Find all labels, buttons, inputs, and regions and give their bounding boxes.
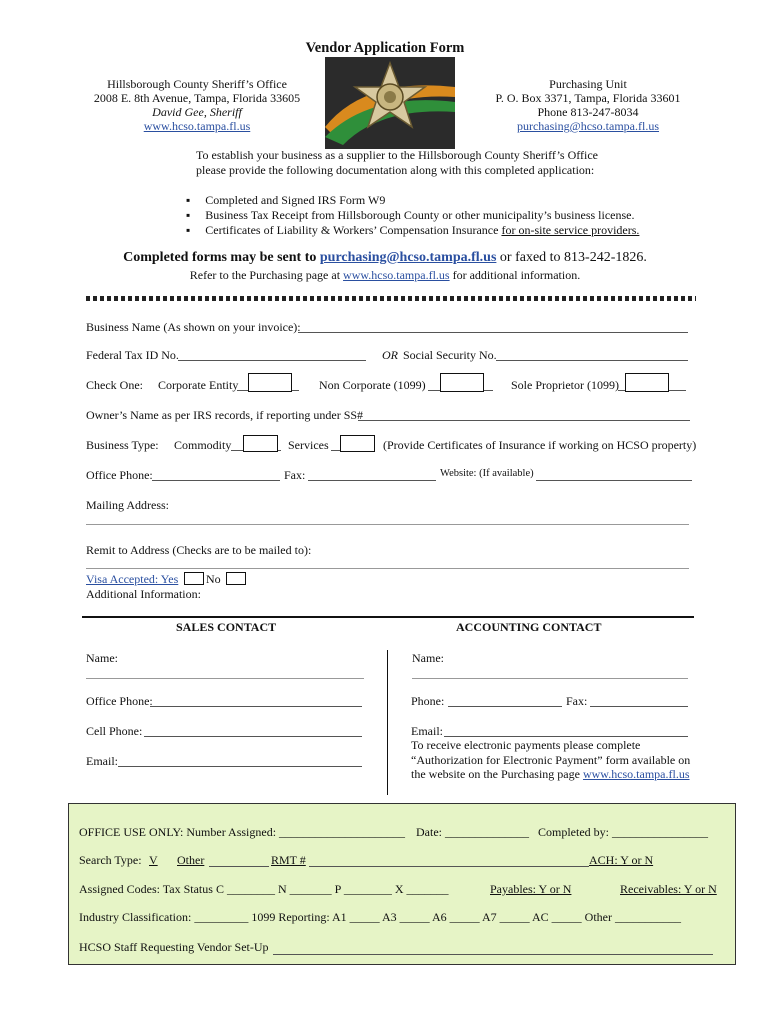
left-header bbox=[82, 77, 312, 133]
business-name-field[interactable] bbox=[298, 332, 688, 333]
fax-label: Fax: bbox=[284, 468, 306, 482]
payables-field: Payables: Y or N bbox=[490, 882, 572, 896]
search-type-other: Other bbox=[177, 853, 205, 867]
federal-tax-label: Federal Tax ID No. bbox=[86, 348, 179, 362]
intro-text bbox=[196, 148, 598, 178]
list-item: ▪ Completed and Signed IRS Form W9 bbox=[186, 193, 386, 207]
org-address: 2008 E. 8th Avenue, Tampa, Florida 33605 bbox=[93, 91, 301, 105]
sales-contact-heading: SALES CONTACT bbox=[176, 620, 277, 634]
mailing-address-field[interactable] bbox=[86, 524, 689, 525]
commodity-checkbox[interactable] bbox=[243, 435, 278, 452]
completed-by-field: Completed by: ________________ bbox=[538, 825, 708, 839]
office-use-box bbox=[68, 803, 736, 965]
sheriff-badge-logo bbox=[325, 57, 455, 149]
number-assigned-field: OFFICE USE ONLY: Number Assigned: _____________________ bbox=[79, 825, 406, 839]
rmt-label: RMT # bbox=[271, 853, 306, 867]
bullet-icon: ▪ bbox=[186, 223, 191, 237]
remit-address-field[interactable] bbox=[86, 568, 689, 569]
purchasing-address: P. O. Box 3371, Tampa, Florida 33601 bbox=[495, 91, 681, 105]
contacts-vertical-divider bbox=[387, 650, 388, 795]
sales-office-phone-field[interactable] bbox=[150, 706, 362, 707]
refer-website-link[interactable]: www.hcso.tampa.fl.us bbox=[343, 268, 450, 282]
accounting-website-link[interactable]: www.hcso.tampa.fl.us bbox=[582, 767, 690, 781]
purchasing-unit: Purchasing Unit bbox=[549, 77, 627, 91]
fax-field[interactable] bbox=[308, 480, 436, 481]
sales-cell-phone-label: Cell Phone: bbox=[86, 724, 143, 738]
check-one-label: Check One: bbox=[86, 378, 143, 392]
website-field[interactable] bbox=[536, 480, 692, 481]
services-note: (Provide Certificates of Insurance if working on HCSO property) bbox=[383, 438, 697, 452]
staff-requesting-field[interactable] bbox=[273, 954, 713, 955]
refer-line: Refer to the Purchasing page at www.hcso.tampa.fl.us for additional information. bbox=[189, 268, 581, 282]
accounting-name-label: Name: bbox=[412, 651, 444, 665]
bullet-icon: ▪ bbox=[186, 193, 191, 207]
non-corporate-checkbox[interactable] bbox=[440, 373, 484, 392]
requirements-list bbox=[186, 193, 639, 238]
sales-name-label: Name: bbox=[86, 651, 118, 665]
electronic-payment-note: To receive electronic payments please complete “Authorization for Electronic Payment” form available on the website on the Purchasing page www.hcso.tampa.fl.us bbox=[411, 738, 691, 781]
office-phone-field[interactable] bbox=[152, 480, 280, 481]
additional-info-label: Additional Information: bbox=[86, 587, 201, 601]
assigned-codes-field: Assigned Codes: Tax Status C ________ N _______ P ________ X _______ bbox=[79, 882, 449, 896]
ssn-label: Social Security No. bbox=[403, 348, 497, 362]
list-item: ▪ Certificates of Liability & Workers’ Compensation Insurance for on-site service providers. bbox=[186, 223, 640, 237]
submission-line: Completed forms may be sent to purchasing@hcso.tampa.fl.us or faxed to 813-242-1826. bbox=[123, 250, 647, 265]
submit-email-link[interactable]: purchasing@hcso.tampa.fl.us bbox=[319, 250, 497, 265]
intro-line-2: please provide the following documentation along with this completed application: bbox=[196, 163, 595, 177]
visa-no-checkbox[interactable] bbox=[226, 572, 246, 585]
sales-email-label: Email: bbox=[86, 754, 118, 768]
visa-no-label: No bbox=[206, 572, 221, 586]
mailing-address-label: Mailing Address: bbox=[86, 498, 169, 512]
visa-accepted-label: Visa Accepted: Yes bbox=[86, 572, 179, 586]
org-name: Hillsborough County Sheriff’s Office bbox=[107, 77, 287, 91]
or-label: OR bbox=[382, 348, 398, 362]
services-label: Services bbox=[288, 438, 329, 452]
ssn-field[interactable] bbox=[496, 360, 688, 361]
services-checkbox[interactable] bbox=[340, 435, 375, 452]
accounting-contact-heading: ACCOUNTING CONTACT bbox=[456, 620, 602, 634]
sales-email-field[interactable] bbox=[118, 766, 362, 767]
right-header bbox=[482, 77, 694, 133]
sales-office-phone-label: Office Phone: bbox=[86, 694, 153, 708]
website-label: Website: (If available) bbox=[440, 468, 534, 479]
office-phone-label: Office Phone: bbox=[86, 468, 153, 482]
org-website-link[interactable]: www.hcso.tampa.fl.us bbox=[143, 119, 251, 133]
accounting-name-field[interactable] bbox=[412, 678, 688, 679]
page-title: Vendor Application Form bbox=[305, 40, 465, 56]
non-corporate-label: Non Corporate (1099) bbox=[319, 378, 426, 392]
bullet-icon: ▪ bbox=[186, 208, 191, 222]
accounting-email-label: Email: bbox=[411, 724, 443, 738]
search-type-label: Search Type: bbox=[79, 853, 142, 867]
commodity-label: Commodity bbox=[174, 438, 232, 452]
rmt-underline bbox=[309, 866, 589, 867]
accounting-fax-label: Fax: bbox=[566, 694, 588, 708]
owner-name-field[interactable] bbox=[358, 420, 690, 421]
corporate-checkbox[interactable] bbox=[248, 373, 292, 392]
accounting-phone-label: Phone: bbox=[411, 694, 445, 708]
owner-name-label: Owner’s Name as per IRS records, if reporting under SS# bbox=[86, 408, 364, 422]
list-item: ▪ Business Tax Receipt from Hillsborough County or other municipality’s business license. bbox=[186, 208, 635, 222]
search-type-v: V bbox=[149, 853, 158, 867]
intro-line-1: To establish your business as a supplier to the Hillsborough County Sheriff’s Office bbox=[196, 148, 598, 162]
sales-name-field[interactable] bbox=[86, 678, 364, 679]
federal-tax-field[interactable] bbox=[178, 360, 366, 361]
sheriff-name: David Gee, Sheriff bbox=[152, 105, 242, 119]
purchasing-email-link[interactable]: purchasing@hcso.tampa.fl.us bbox=[516, 119, 660, 133]
contacts-divider bbox=[82, 616, 694, 618]
sales-cell-phone-field[interactable] bbox=[144, 736, 362, 737]
remit-address-label: Remit to Address (Checks are to be mailed to): bbox=[86, 543, 312, 557]
visa-yes-checkbox[interactable] bbox=[184, 572, 204, 585]
staff-requesting-label: HCSO Staff Requesting Vendor Set-Up bbox=[79, 940, 269, 954]
business-type-label: Business Type: bbox=[86, 438, 159, 452]
purchasing-phone: Phone 813-247-8034 bbox=[537, 105, 639, 119]
sole-proprietor-checkbox[interactable] bbox=[625, 373, 669, 392]
accounting-phone-field[interactable] bbox=[448, 706, 562, 707]
search-other-underline bbox=[209, 866, 269, 867]
accounting-email-field[interactable] bbox=[444, 736, 688, 737]
date-field: Date: ______________ bbox=[416, 825, 529, 839]
corporate-label: Corporate Entity bbox=[158, 378, 239, 392]
receivables-field: Receivables: Y or N bbox=[620, 882, 717, 896]
sole-proprietor-label: Sole Proprietor (1099) bbox=[511, 378, 619, 392]
ach-field: ACH: Y or N bbox=[589, 853, 654, 867]
dotted-divider bbox=[86, 296, 696, 301]
industry-classification-field: Industry Classification: _________ 1099 Reporting: A1 _____ A3 _____ A6 _____ A7 _____ AC _____ Other ___________ bbox=[79, 910, 681, 924]
accounting-fax-field[interactable] bbox=[590, 706, 688, 707]
business-name-label: Business Name (As shown on your invoice): bbox=[86, 320, 301, 334]
